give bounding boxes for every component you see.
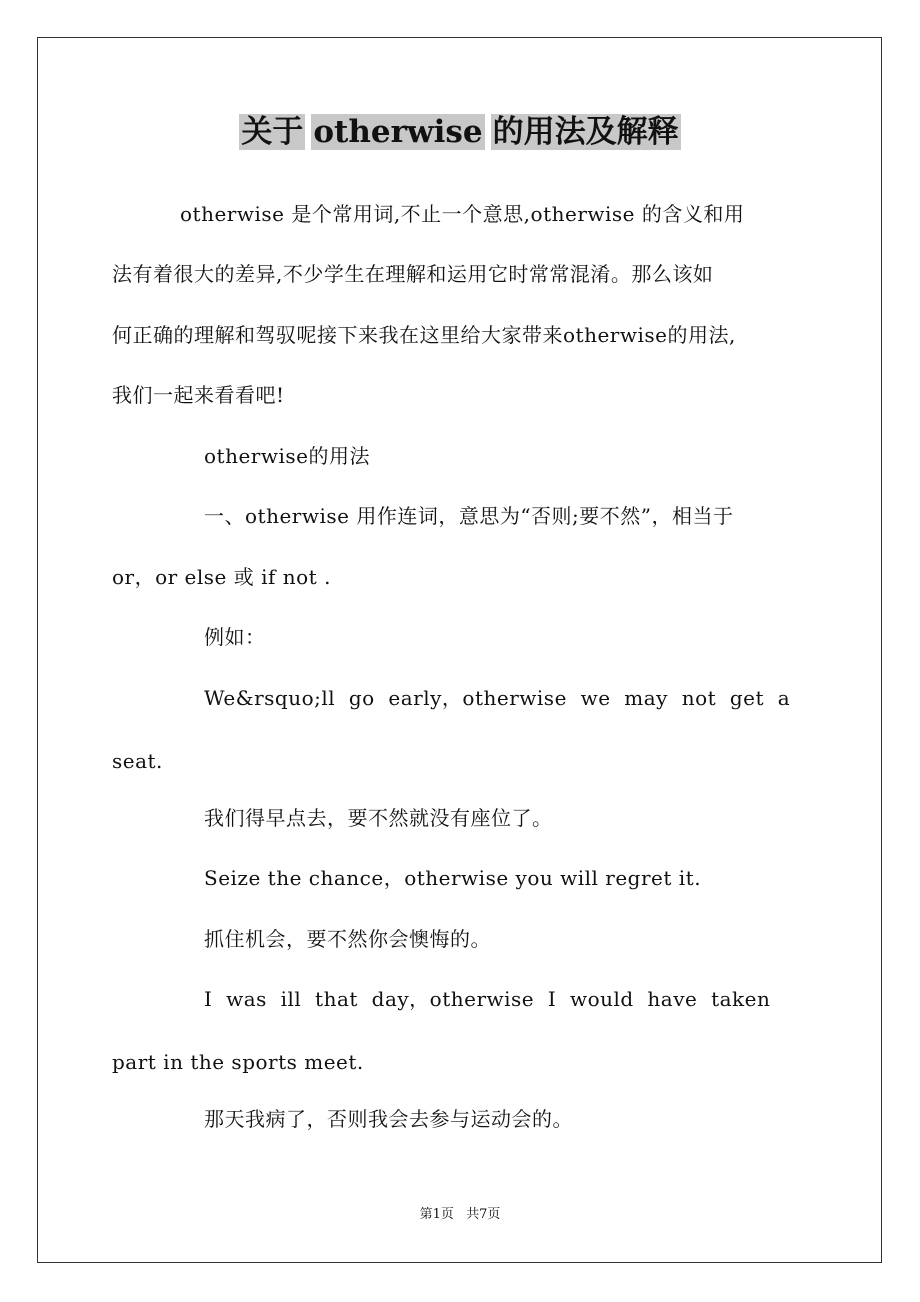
page-footer [0, 1206, 920, 1224]
document-title [0, 108, 920, 156]
intro-line-4: 我们一起来看看吧! [112, 383, 285, 407]
section-heading: otherwise的用法 [204, 444, 370, 468]
intro-line-3: 何正确的理解和驾驭呢接下来我在这里给大家带来otherwise的用法, [112, 323, 736, 347]
example-3-zh: 那天我病了，否则我会去参与运动会的。 [204, 1107, 573, 1131]
example-1-en-line-2: seat. [112, 749, 163, 773]
example-3-en-line-1: I was ill that day，otherwise I would have taken [204, 987, 771, 1011]
page-total: 共7页 [466, 1207, 501, 1222]
example-1-zh: 我们得早点去，要不然就没有座位了。 [204, 806, 553, 830]
intro-line-1: otherwise 是个常用词,不止一个意思,otherwise 的含义和用 [180, 202, 745, 226]
example-2-zh: 抓住机会，要不然你会懊悔的。 [204, 927, 491, 951]
example-2-en-line-1: Seize the chance，otherwise you will regret it. [204, 866, 702, 890]
title-part-2: otherwise [313, 114, 483, 150]
usage-one-line-2: or，or else 或 if not . [112, 565, 331, 589]
usage-one-line-1: 一、otherwise 用作连词，意思为“否则;要不然”，相当于 [204, 504, 734, 528]
title-part-3: 的用法及解释 [492, 114, 679, 150]
example-1-en-line-1: We&rsquo;ll go early，otherwise we may not get a [204, 686, 791, 710]
example-3-en-line-2: part in the sports meet. [112, 1050, 364, 1074]
page-number: 第1页 [419, 1207, 454, 1222]
title-part-1: 关于 [241, 114, 304, 150]
example-label: 例如： [204, 625, 266, 649]
intro-line-2: 法有着很大的差异,不少学生在理解和运用它时常常混淆。那么该如 [112, 262, 714, 286]
